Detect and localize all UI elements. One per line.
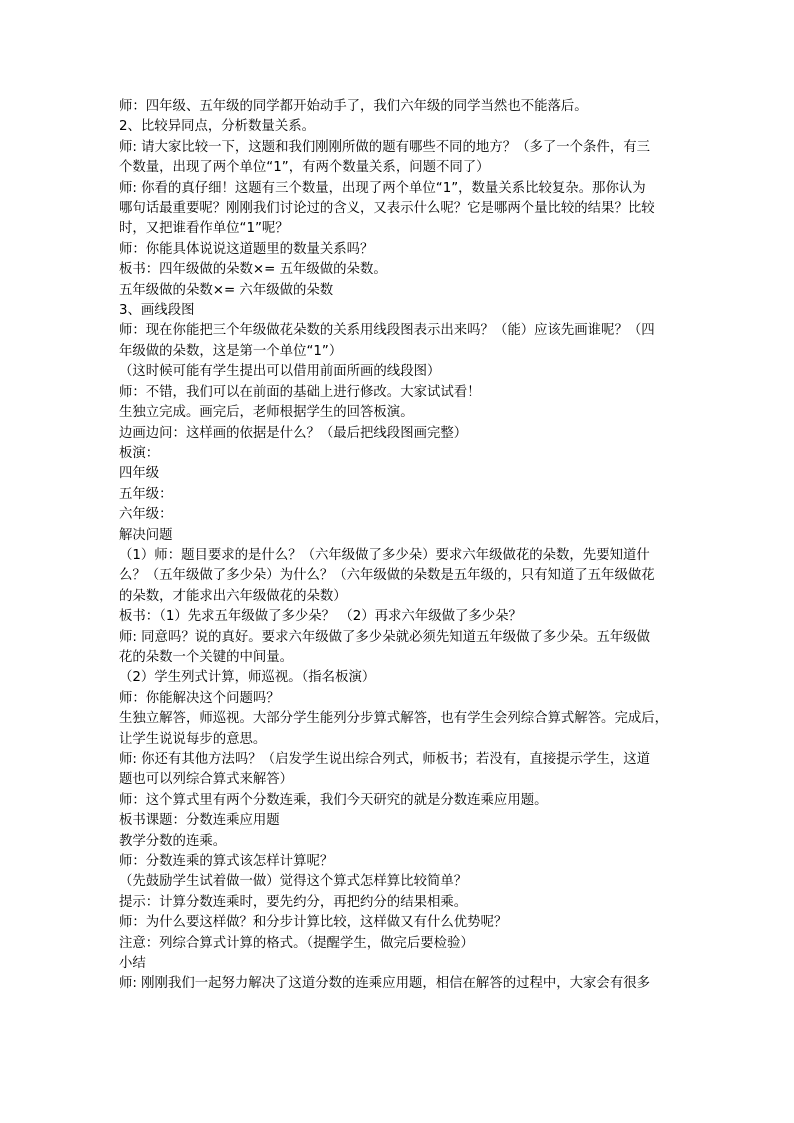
text-line: 个数量，出现了两个单位“1”，有两个数量关系，问题不同了） [119, 160, 490, 176]
text-line: 板书：（1）先求五年级做了多少朵？ （2）再求六年级做了多少朵？ [119, 609, 522, 625]
text-line: 边画边问：这样画的依据是什么？（最后把线段图画完整） [119, 425, 468, 441]
text-line: 师：分数连乘的算式该怎样计算呢？ [119, 854, 334, 870]
text-line: （2）学生列式计算，师巡视。（指名板演） [119, 670, 376, 686]
text-line: 六年级： [119, 507, 173, 523]
text-line: 板演： [119, 445, 160, 461]
text-line: 师：四年级、五年级的同学都开始动手了，我们六年级的同学当然也不能落后。 [119, 99, 588, 114]
text-line: 师：你能解决这个问题吗？ [119, 690, 280, 706]
text-line: 板书课题：分数连乘应用题 [119, 813, 280, 829]
text-line: 花的朵数一个关键的中间量。 [119, 649, 294, 665]
text-line: （这时候可能有学生提出可以借用前面所画的线段图） [119, 364, 441, 380]
text-line: 师: 同意吗？说的真好。要求六年级做了多少朵就必须先知道五年级做了多少朵。五年级做 [119, 629, 650, 645]
text-line: （1）师：题目要求的是什么？（六年级做了多少朵）要求六年级做花的朵数，先要知道什 [119, 547, 650, 563]
text-line: 板书：四年级做的朵数×= 五年级做的朵数。 [119, 262, 387, 278]
text-line: 五年级做的朵数×= 六年级做的朵数 [119, 282, 334, 298]
text-line: 题也可以列综合算式来解答） [119, 772, 294, 788]
text-line: 师：你能具体说说这道题里的数量关系吗？ [119, 241, 374, 257]
text-line: 2、比较异同点，分析数量关系。 [119, 119, 315, 135]
text-line: 师：这个算式里有两个分数连乘，我们今天研究的就是分数连乘应用题。 [119, 792, 548, 808]
text-line: 年级做的朵数，这是第一个单位“1”） [119, 343, 343, 359]
text-line: 小结 [119, 956, 146, 972]
text-line: 师：不错，我们可以在前面的基础上进行修改。大家试试看！ [119, 384, 481, 400]
text-line: 四年级 [119, 466, 160, 482]
text-line: 师: 你看的真仔细！这题有三个数量，出现了两个单位“1”，数量关系比较复杂。那你认为 [119, 180, 646, 196]
text-line: 让学生说说每步的意思。 [119, 731, 267, 747]
text-line: 生独立解答，师巡视。大部分学生能列分步算式解答，也有学生会列综合算式解答。完成后， [119, 711, 669, 727]
text-line: 解决问题 [119, 527, 173, 543]
text-line: 提示：计算分数连乘时，要先约分，再把约分的结果相乘。 [119, 894, 468, 910]
text-line: 注意：列综合算式计算的格式。（提醒学生，做完后要检验） [119, 935, 474, 951]
text-line: 么？（五年级做了多少朵）为什么？（六年级做的朵数是五年级的，只有知道了五年级做花 [119, 568, 655, 584]
text-line: 时，又把谁看作单位“1”呢？ [119, 221, 289, 237]
text-line: 教学分数的连乘。 [119, 833, 227, 849]
text-line: 师: 请大家比较一下，这题和我们刚刚所做的题有哪些不同的地方？（多了一个条件，有三 [119, 139, 650, 155]
text-line: 生独立完成。画完后，老师根据学生的回答板演。 [119, 405, 414, 421]
text-line: 哪句话最重要呢？刚刚我们讨论过的含义，又表示什么呢？它是哪两个量比较的结果？比较 [119, 201, 655, 217]
text-line: 师: 你还有其他方法吗？（启发学生说出综合列式，师板书；若没有，直接提示学生，这道 [119, 752, 650, 767]
text-line: 师：为什么要这样做？和分步计算比较，这样做又有什么优势呢？ [119, 915, 508, 931]
text-line: 3、画线段图 [119, 303, 195, 319]
text-line: 师: 刚刚我们一起努力解决了这道分数的连乘应用题，相信在解答的过程中，大家会有很多 [119, 976, 650, 992]
text-line: 的朵数，才能求出六年级做花的朵数） [119, 588, 347, 604]
document-page [119, 97, 684, 995]
text-line: （先鼓励学生试着做一做）觉得这个算式怎样算比较简单？ [119, 874, 468, 890]
text-line: 五年级： [119, 486, 173, 502]
text-line: 师：现在你能把三个年级做花朵数的关系用线段图表示出来吗？（能）应该先画谁呢？（四 [119, 323, 655, 339]
